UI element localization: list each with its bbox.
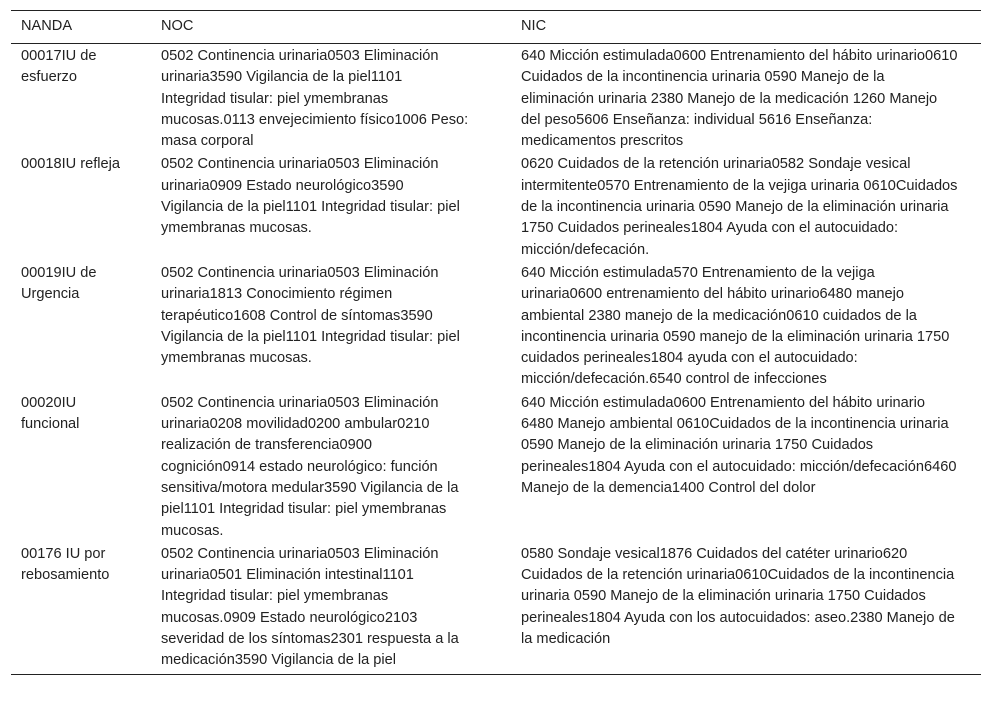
table-header xyxy=(11,11,981,44)
table-row xyxy=(11,261,981,391)
nic-cell: 0580 Sondaje vesical1876 Cuidados del catéter urinario620 Cuidados de la retención urinaria0610Cuidados de la incontinencia urinaria 0590 Manejo de la eliminación urinaria 1750 Cuidados perineales1804 Ayuda con los autocuidados: aseo.2380 Manejo de la medicación xyxy=(511,542,981,674)
table-row xyxy=(11,152,981,260)
nanda-cell: 00019IU de Urgencia xyxy=(21,264,97,303)
noc-cell: 0502 Continencia urinaria0503 Eliminación urinaria1813 Conocimiento régimen terapéutico1608 Control de síntomas3590 Vigilancia de la piel1101 Integridad tisular: piel ymembranas mucosas. xyxy=(161,264,460,367)
nic-cell: 640 Micción estimulada0600 Entrenamiento del hábito urinario0610 Cuidados de la incontinencia urinaria 0590 Manejo de la eliminación urinaria 2380 Manejo de la medicación 1260 Manejo del peso5606 Enseñanza: individual 5616 Enseñanza: medicamentos prescritos xyxy=(521,48,958,150)
nic-cell: 640 Micción estimulada0600 Entrenamiento del hábito urinario 6480 Manejo ambiental 0610Cuidados de la incontinencia urinaria 0590 Manejo de la eliminación urinaria 1750 Cuidados perineales1804 Ayuda con el autocuidado: micción/defecación6460 Manejo de la demencia1400 Control del dolor xyxy=(521,394,957,496)
nic-cell: 640 Micción estimulada570 Entrenamiento de la vejiga urinaria0600 entrenamiento del hábito urinario6480 manejo ambiental 2380 manejo de la medicación0610 cuidados de la incontinencia urinaria 0590 manejo de la eliminación urinaria 1750 cuidados perineales1804 ayuda con el autocuidado: micción/defecación.6540 control de infecciones xyxy=(521,264,950,388)
table-row xyxy=(11,44,981,153)
header-nic: NIC xyxy=(511,11,981,44)
noc-cell: 0502 Continencia urinaria0503 Eliminación urinaria0208 movilidad0200 ambular0210 realización de transferencia0900 cognición0914 estado neurológico: función sensitiva/motora medular3590 Vigilancia de la piel1101 Integridad tisular: piel ymembranas mucosas. xyxy=(161,394,459,539)
nanda-cell: 00018IU refleja xyxy=(21,156,120,173)
nanda-cell: 00017IU de esfuerzo xyxy=(21,48,97,86)
header-nanda: NANDA xyxy=(11,11,151,44)
table-row xyxy=(11,542,981,674)
noc-cell: 0502 Continencia urinaria0503 Eliminación urinaria0909 Estado neurológico3590 Vigilancia de la piel1101 Integridad tisular: piel ymembranas mucosas. xyxy=(161,156,460,237)
nanda-noc-nic-table xyxy=(11,10,981,675)
noc-cell: 0502 Continencia urinaria0503 Eliminación urinaria3590 Vigilancia de la piel1101 Integridad tisular: piel ymembranas mucosas.0113 envejecimiento físico1006 Peso: masa corporal xyxy=(161,48,469,150)
header-noc: NOC xyxy=(151,11,511,44)
table-row xyxy=(11,391,981,542)
nic-cell: 0620 Cuidados de la retención urinaria0582 Sondaje vesical intermitente0570 Entrenamiento de la vejiga urinaria 0610Cuidados de la incontinencia urinaria 0590 Manejo de la eliminación urinaria 1750 Cuidados perineales1804 Ayuda con el autocuidado: micción/defecación. xyxy=(521,156,958,258)
nanda-cell: 00020IU funcional xyxy=(21,394,80,433)
noc-cell: 0502 Continencia urinaria0503 Eliminación urinaria0501 Eliminación intestinal1101 Integridad tisular: piel ymembranas mucosas.0909 Estado neurológico2103 severidad de los síntomas2301 respuesta a la medicación3590 Vigilancia de la piel xyxy=(151,542,511,674)
header-row xyxy=(11,11,981,44)
nanda-cell: 00176 IU por rebosamiento xyxy=(11,542,151,674)
table-body xyxy=(11,44,981,675)
